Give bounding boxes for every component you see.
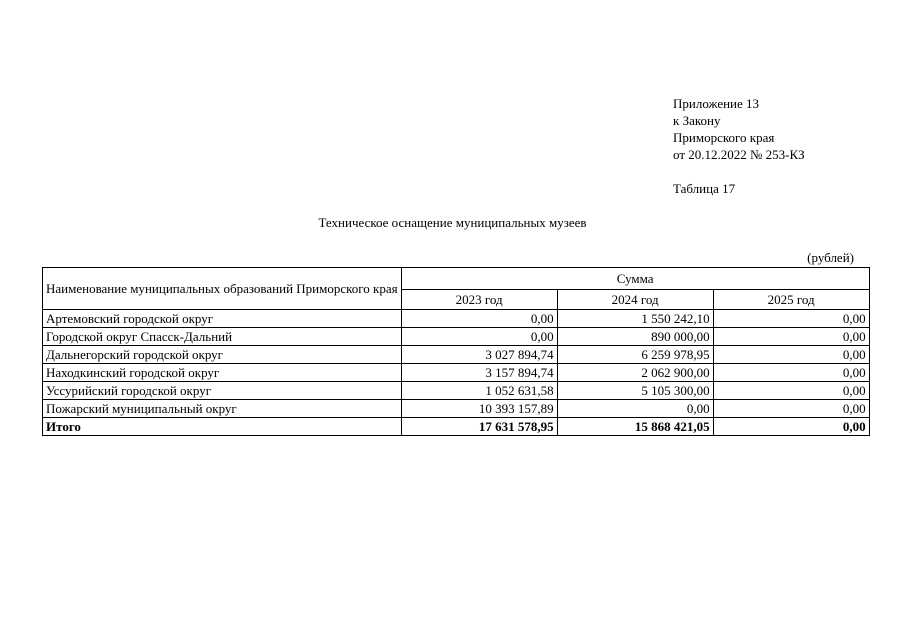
- appendix-line: Приложение 13: [673, 96, 760, 111]
- row-value-2024: 2 062 900,00: [557, 364, 713, 382]
- row-value-2025: 0,00: [713, 328, 869, 346]
- total-value-2024: 15 868 421,05: [557, 418, 713, 436]
- total-row: [43, 418, 870, 436]
- row-name: Дальнегорский городской округ: [43, 346, 402, 364]
- row-value-2025: 0,00: [713, 364, 869, 382]
- table-row: [43, 382, 870, 400]
- row-value-2023: 10 393 157,89: [401, 400, 557, 418]
- table-row: [43, 364, 870, 382]
- row-name: Уссурийский городской округ: [43, 382, 402, 400]
- row-value-2024: 5 105 300,00: [557, 382, 713, 400]
- row-value-2024: 0,00: [557, 400, 713, 418]
- table-row: [43, 346, 870, 364]
- appendix-block: [673, 95, 805, 163]
- row-value-2025: 0,00: [713, 346, 869, 364]
- total-label: Итого: [43, 418, 402, 436]
- row-value-2025: 0,00: [713, 382, 869, 400]
- units-label: (рублей): [807, 250, 854, 265]
- total-value-2023: 17 631 578,95: [401, 418, 557, 436]
- header-year-2024: 2024 год: [557, 290, 713, 310]
- row-name: Городской округ Спасск-Дальний: [43, 328, 402, 346]
- row-value-2024: 1 550 242,10: [557, 310, 713, 328]
- row-value-2024: 6 259 978,95: [557, 346, 713, 364]
- total-value-2025: 0,00: [713, 418, 869, 436]
- row-value-2023: 1 052 631,58: [401, 382, 557, 400]
- table-number: Таблица 17: [673, 181, 736, 196]
- row-value-2023: 3 027 894,74: [401, 346, 557, 364]
- row-value-2024: 890 000,00: [557, 328, 713, 346]
- table-row: [43, 328, 870, 346]
- header-year-2023: 2023 год: [401, 290, 557, 310]
- header-name: Наименование муниципальных образований Приморского края: [43, 268, 402, 310]
- row-name: Артемовский городской округ: [43, 310, 402, 328]
- header-year-2025: 2025 год: [713, 290, 869, 310]
- row-value-2023: 0,00: [401, 310, 557, 328]
- appendix-line: к Закону: [673, 113, 721, 128]
- appendix-line: от 20.12.2022 № 253-КЗ: [673, 147, 805, 162]
- appendix-line: Приморского края: [673, 130, 775, 145]
- budget-table: [42, 267, 870, 436]
- row-name: Находкинский городской округ: [43, 364, 402, 382]
- row-value-2025: 0,00: [713, 400, 869, 418]
- table-row: [43, 310, 870, 328]
- row-value-2023: 3 157 894,74: [401, 364, 557, 382]
- header-sum: Сумма: [401, 268, 869, 290]
- row-value-2023: 0,00: [401, 328, 557, 346]
- table-row: [43, 400, 870, 418]
- row-value-2025: 0,00: [713, 310, 869, 328]
- row-name: Пожарский муниципальный округ: [43, 400, 402, 418]
- page-title: Техническое оснащение муниципальных музеев: [318, 215, 587, 230]
